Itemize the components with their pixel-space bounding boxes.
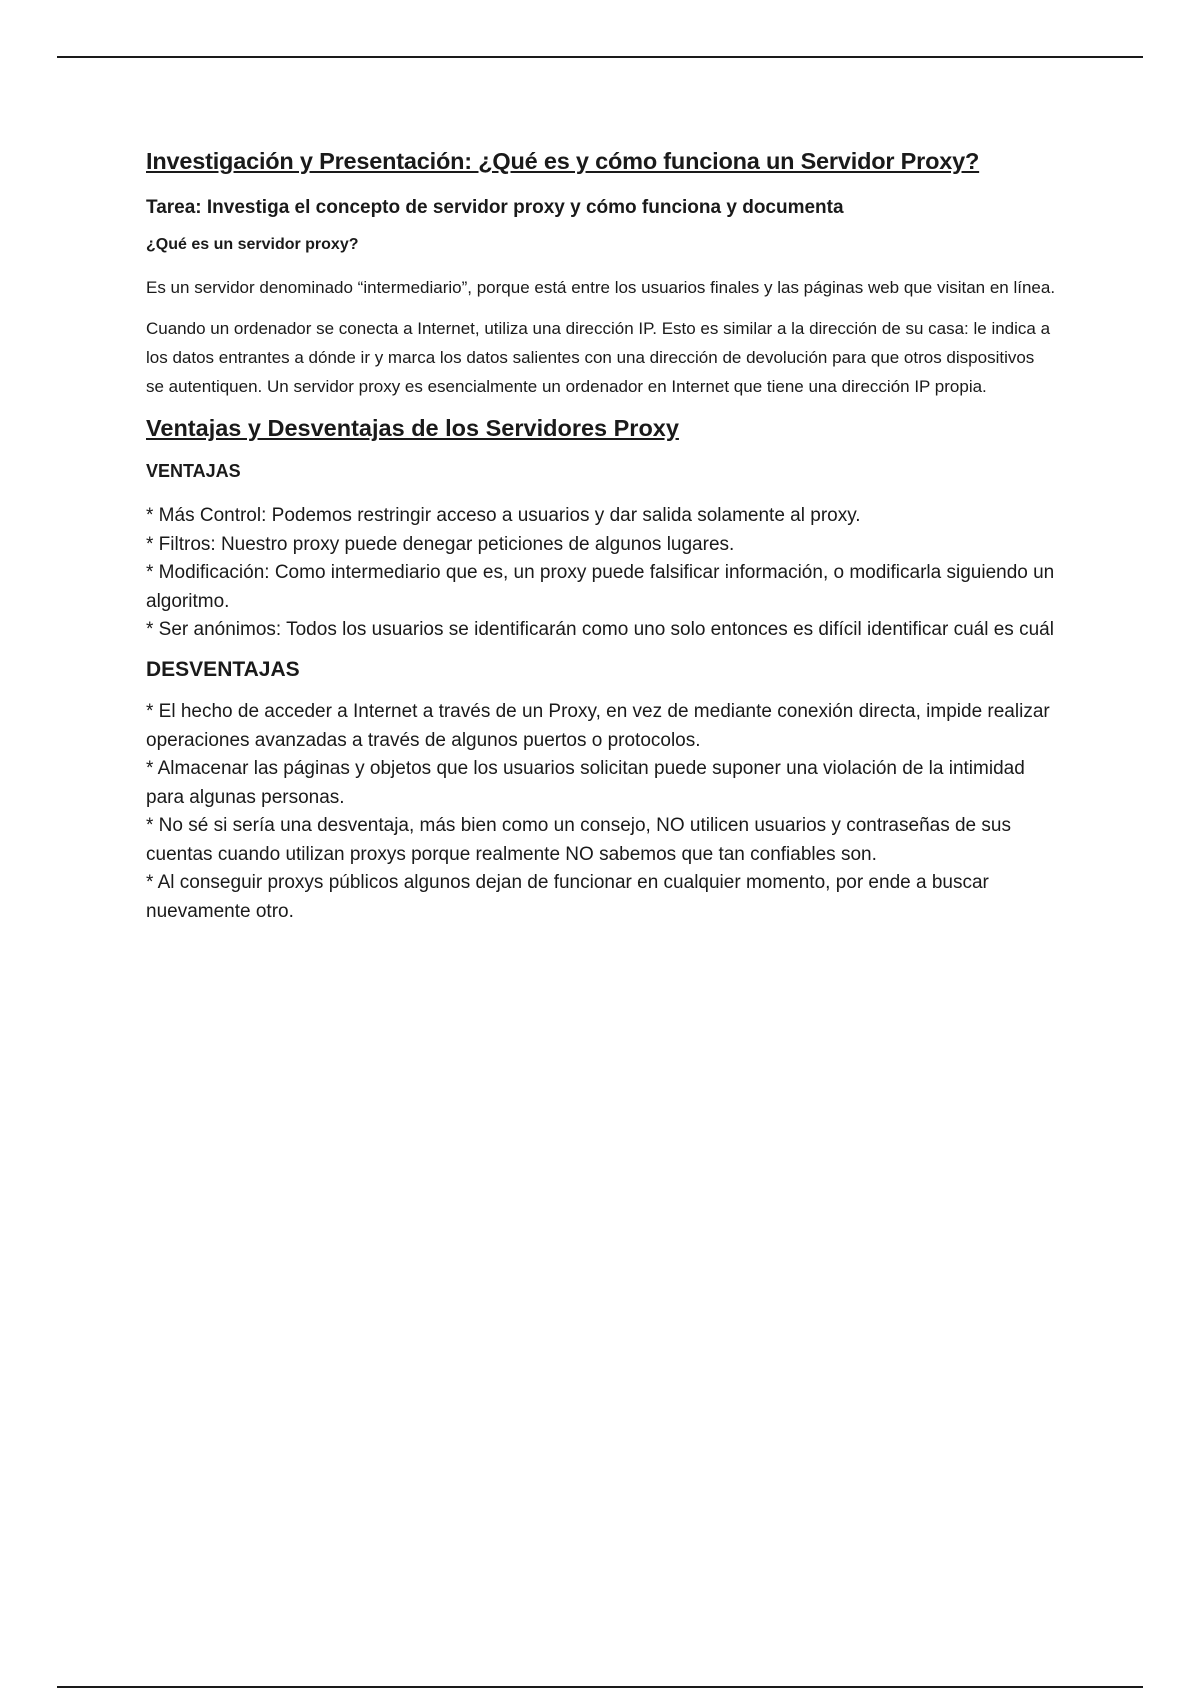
section-title-pros-cons: Ventajas y Desventajas de los Servidores Proxy bbox=[146, 414, 679, 441]
ventajas-item: * Ser anónimos: Todos los usuarios se identificarán como uno solo entonces es difícil identificar cuál es cuál bbox=[146, 619, 1054, 641]
ventajas-heading: VENTAJAS bbox=[146, 461, 241, 482]
ventajas-list bbox=[146, 502, 1056, 645]
desventajas-item: * El hecho de acceder a Internet a través de un Proxy, en vez de mediante conexión directa, impide realizar operaciones avanzadas a través de algunos puertos o protocolos. bbox=[146, 701, 1050, 751]
desventajas-item: * No sé si sería una desventaja, más bien como un consejo, NO utilicen usuarios y contraseñas de sus cuentas cuando utilizan proxys porque realmente NO sabemos que tan confiables son. bbox=[146, 815, 1011, 865]
paragraph-definition: Es un servidor denominado “intermediario”, porque está entre los usuarios finales y las páginas web que visitan en línea. bbox=[146, 277, 1056, 297]
desventajas-list bbox=[146, 698, 1056, 926]
paragraph-ip-explanation: Cuando un ordenador se conecta a Internet, utiliza una dirección IP. Esto es similar a la dirección de su casa: le indica a los datos entrantes a dónde ir y marca los datos salientes con una dirección de devolución para que otros dispositivos se autentiquen. Un servidor proxy es esencialmente un ordenador en Internet que tiene una dirección IP propia. bbox=[146, 318, 1051, 396]
desventajas-item: * Al conseguir proxys públicos algunos dejan de funcionar en cualquier momento, por ende a buscar nuevamente otro. bbox=[146, 872, 989, 922]
question-heading: ¿Qué es un servidor proxy? bbox=[146, 236, 359, 254]
document-body bbox=[146, 146, 1056, 926]
footer-rule bbox=[57, 1686, 1143, 1688]
ventajas-item: * Filtros: Nuestro proxy puede denegar peticiones de algunos lugares. bbox=[146, 533, 735, 555]
ventajas-item: * Más Control: Podemos restringir acceso a usuarios y dar salida solamente al proxy. bbox=[146, 505, 861, 527]
desventajas-item: * Almacenar las páginas y objetos que los usuarios solicitan puede suponer una violación de la intimidad para algunas personas. bbox=[146, 758, 1025, 808]
task-statement: Tarea: Investiga el concepto de servidor proxy y cómo funciona y documenta bbox=[146, 196, 844, 218]
ventajas-item: * Modificación: Como intermediario que es, un proxy puede falsificar información, o modificarla siguiendo un algoritmo. bbox=[146, 562, 1055, 612]
document-title: Investigación y Presentación: ¿Qué es y cómo funciona un Servidor Proxy? bbox=[146, 148, 980, 174]
header-rule bbox=[57, 56, 1143, 58]
desventajas-heading: DESVENTAJAS bbox=[146, 657, 300, 681]
